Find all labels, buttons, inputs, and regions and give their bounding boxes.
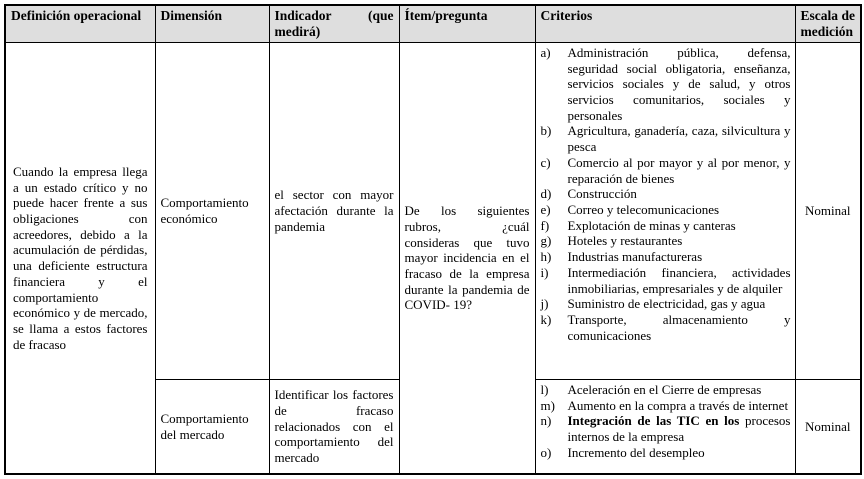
criteria-item-letter: h) — [540, 249, 552, 265]
criteria-item — [541, 382, 791, 398]
criteria-item-letter: m) — [540, 397, 555, 413]
criteria-item — [541, 218, 791, 234]
criteria-item-text: Construcción — [567, 186, 637, 202]
criteria-item-text: Transporte, almacenamiento y comunicaciones — [567, 312, 791, 343]
header-definicion-operacional: Definición operacional — [5, 5, 155, 42]
header-dimension: Dimensión — [155, 5, 269, 42]
criteria-item-text: Aceleración en el Cierre de empresas — [567, 381, 762, 397]
criteria-item-letter: l) — [540, 381, 549, 397]
criteria-list-factores — [541, 382, 791, 461]
criteria-item — [541, 202, 791, 218]
criteria-item-text: Agricultura, ganadería, caza, silvicultura y pesca — [567, 123, 791, 155]
criteria-item-text: Industrias manufactureras — [567, 249, 703, 265]
criteria-item — [541, 296, 791, 312]
criteria-item — [541, 398, 791, 414]
criteria-list-rubros — [541, 45, 791, 344]
cell-indicador-sector-afectacion: el sector con mayor afectación durante la pandemia — [269, 42, 399, 379]
header-criterios: Criterios — [535, 5, 795, 42]
criteria-item-letter: a) — [540, 44, 551, 60]
cell-definicion-operacional: Cuando la empresa llega a un estado crítico y no puede hacer frente a sus obligaciones con acreedores, debido a la acumulación de pérdidas, una deficiente estructura financiera y el comportamiento económico y de mercado, se llama a estos factores de fracaso — [5, 42, 155, 474]
criteria-item-letter: j) — [540, 296, 549, 312]
criteria-item — [541, 186, 791, 202]
criteria-item — [541, 445, 791, 461]
cell-dimension-comportamiento-economico: Comportamiento económico — [155, 42, 269, 379]
criteria-item — [541, 265, 791, 296]
operationalization-table — [4, 4, 862, 475]
criteria-item — [541, 413, 791, 444]
criteria-item-letter: k) — [540, 312, 552, 328]
criteria-item-letter: e) — [540, 202, 551, 218]
cell-criterios-factores-mercado — [535, 379, 795, 474]
criteria-item-letter: g) — [540, 233, 552, 249]
criteria-item — [541, 155, 791, 186]
criteria-item-letter: n) — [540, 413, 552, 429]
criteria-item-letter: i) — [540, 264, 549, 280]
criteria-item — [541, 45, 791, 124]
header-item-pregunta: Ítem/pregunta — [399, 5, 535, 42]
cell-item-pregunta: De los siguientes rubros, ¿cuál consideras que tuvo mayor incidencia en el fracaso de la empresa durante la pandemia de COVID- 19? — [399, 42, 535, 474]
cell-indicador-factores-fracaso: Identificar los factores de fracaso relacionados con el comportamiento del mercado — [269, 379, 399, 474]
cell-escala-nominal-2: Nominal — [795, 379, 861, 474]
criteria-item-text: Suministro de electricidad, gas y agua — [567, 296, 766, 312]
criteria-item — [541, 233, 791, 249]
criteria-item-text: Correo y telecomunicaciones — [567, 202, 720, 218]
criteria-item-letter: o) — [540, 444, 552, 460]
header-escala-medicion: Escala de medición — [795, 5, 861, 42]
criteria-item-letter: f) — [540, 217, 550, 233]
criteria-item-text: Aumento en la compra a través de internet — [567, 397, 789, 413]
criteria-item-text: Hoteles y restaurantes — [567, 233, 683, 249]
criteria-item-letter: d) — [540, 186, 552, 202]
header-indicador: Indicador (que medirá) — [269, 5, 399, 42]
cell-criterios-rubros — [535, 42, 795, 379]
criteria-item-letter: b) — [540, 123, 552, 139]
criteria-item — [541, 249, 791, 265]
cell-dimension-comportamiento-mercado: Comportamiento del mercado — [155, 379, 269, 474]
criteria-item — [541, 123, 791, 154]
criteria-item-text: Intermediación financiera, actividades inmobiliarias, empresariales y de alquiler — [567, 264, 791, 296]
criteria-item — [541, 312, 791, 343]
criteria-item-text: Incremento del desempleo — [567, 444, 705, 460]
criteria-item-text: Integración de las TIC en los procesos internos de la empresa — [567, 413, 791, 444]
criteria-item-text: Explotación de minas y canteras — [567, 217, 736, 233]
header-row — [5, 5, 861, 42]
criteria-item-text: Comercio al por mayor y al por menor, y reparación de bienes — [567, 154, 791, 186]
table-row — [5, 42, 861, 379]
cell-escala-nominal-1: Nominal — [795, 42, 861, 379]
criteria-item-letter: c) — [540, 154, 551, 170]
criteria-item-text: Administración pública, defensa, seguridad social obligatoria, enseñanza, servicios sociales y de salud, y otros servicios comunitarios, sociales y personales — [567, 44, 791, 123]
